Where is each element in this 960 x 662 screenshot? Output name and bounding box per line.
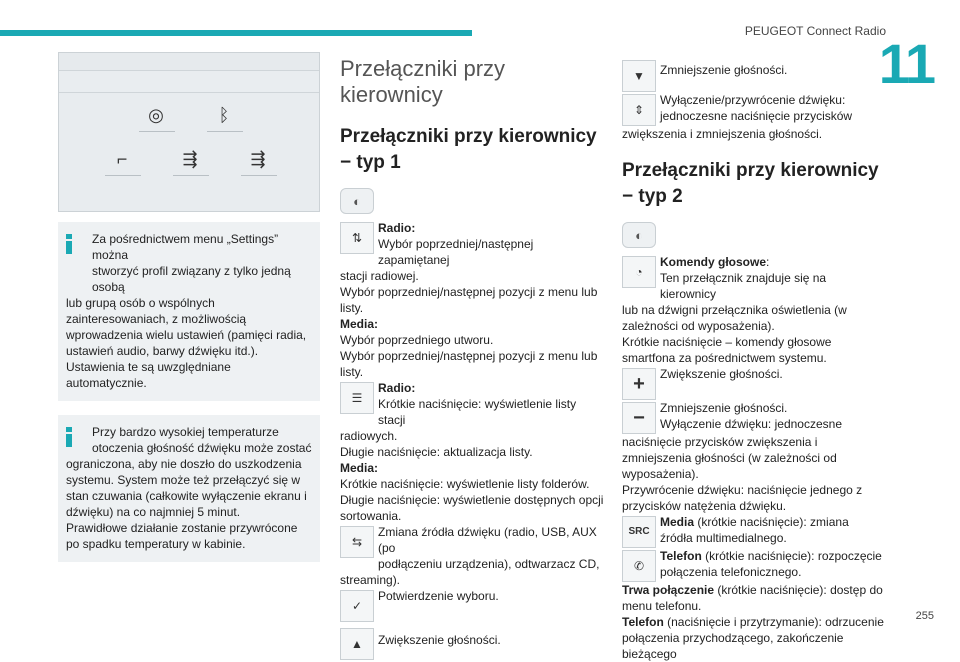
mute-icon: ⇕ <box>622 94 656 126</box>
info-icon <box>66 234 72 254</box>
bluetooth-icon: ᛒ <box>218 105 230 125</box>
volume-down-item: ▼ Zmniejszenie głośności. <box>622 58 884 92</box>
usb-icon: ⇶ <box>250 149 266 169</box>
list-button-icon: ☰ <box>340 382 374 414</box>
info-box-temperature: Przy bardzo wysokiej temperaturze otoczenia głośność dźwięku może zostać ograniczona, aby nie doszło do uszkodzenia systemu. System może też przełączyć się w stan czuwania (całkowite wyłączenie ekranu i dźwięku) na co najmniej 5 minut. Prawidłowe działanie zostanie przywrócone po spadku temperatury w kabinie. <box>58 415 320 562</box>
steering-wheel-icon: ◐ <box>340 188 374 214</box>
column-middle: Przełączniki przy kierownicy Przełączniki przy kierownicy − typ 1 ◐ ⇅ Radio: Wybór poprzedniej/następnej zapamiętanej stacji radiowej. Wybór poprzedniej/następnej pozycji z menu lub listy. Media: Wybór poprzedniego utworu. Wybór poprzedniej/następnej pozycji z menu lub listy. ☰ Radio: Krótkie naciśnięcie: wyświetlenie listy stacji radiowych. Długie naciśnięcie: aktualizacja listy. Media: Krótkie naciśnięcie: wyświetlenie listy folderów. Długie naciśnięcie: wyświetlenie dostępnych opcji sortowania. ⇆ Zmiana źródła dźwięku (radio, USB, AUX (po podłączeniu urządzenia), odtwarzacz CD, streaming). ✓ Potwierdzenie wyboru. ▲ Zwiększenie głośności. <box>340 56 606 660</box>
voice-item: ◔ Komendy głosowe: Ten przełącznik znajduje się na kierownicy <box>622 254 884 302</box>
type1-title: Przełączniki przy kierownicy − typ 1 <box>340 126 597 173</box>
voice-command-icon: ◔ <box>622 256 656 288</box>
radio-item-2: ☰ Radio: Krótkie naciśnięcie: wyświetlenie listy stacji <box>340 380 606 428</box>
type2-title: Przełączniki przy kierownicy − typ 2 <box>622 160 879 207</box>
mute-item: ⇕ Wyłączenie/przywrócenie dźwięku: jednoczesne naciśnięcie przycisków <box>622 92 884 126</box>
minus-item: − Zmniejszenie głośności. Wyłączenie dźwięku: jednoczesne <box>622 400 884 434</box>
header-title: PEUGEOT Connect Radio <box>744 24 886 38</box>
phone-item: ✆ Telefon (krótkie naciśnięcie): rozpoczęcie połączenia telefonicznego. <box>622 548 884 582</box>
column-left <box>58 52 320 562</box>
location-pin-icon: ◎ <box>148 105 164 125</box>
radio-item-1: ⇅ Radio: Wybór poprzedniej/następnej zapamiętanej <box>340 220 606 268</box>
page-number: 255 <box>915 610 934 622</box>
source-item: ⇆ Zmiana źródła dźwięku (radio, USB, AUX (po podłączeniu urządzenia), odtwarzacz CD, <box>340 524 606 572</box>
info-box-profile: Za pośrednictwem menu „Settings” można stworzyć profil związany z tylko jedną osobą lub grupą osób o wspólnych zainteresowaniach, z możliwością wprowadzenia wielu ustawień (pamięci radia, ustawień audio, barwy dźwięku itd.). Ustawienia te są uwzględniane automatycznie. <box>58 222 320 401</box>
scroll-wheel-icon: ⇅ <box>340 222 374 254</box>
section-title: Przełączniki przy kierownicy <box>340 56 506 107</box>
volume-up-item: ▲ Zwiększenie głośności. <box>340 626 606 660</box>
source-button-icon: ⇆ <box>340 526 374 558</box>
plus-icon: + <box>622 368 656 400</box>
column-right: ▼ Zmniejszenie głośności. ⇕ Wyłączenie/przywrócenie dźwięku: jednoczesne naciśnięcie przycisków zwiększenia i zmniejszenia głośności. Przełączniki przy kierownicy − typ 2 ◐ ◔ Komendy głosowe: Ten przełącznik znajduje się na kierownicy lub na dźwigni przełącznika oświetlenia (w zależności od wyposażenia). Krótkie naciśnięcie – komendy głosowe smartfona za pośrednictwem systemu. + Zwiększenie głośności. − Zmniejszenie głośności. Wyłączenie dźwięku: jednoczesne naciśnięcie przycisków zwiększenia i zmniejszenia głośności (w zależności od wyposażenia). Przywrócenie dźwięku: naciśnięcie jednego z przycisków natężenia dźwięku. SRC Media (krótkie naciśnięcie): zmiana źródła multimedialnego. ✆ Telefon (krótkie naciśnięcie): rozpoczęcie połączenia telefonicznego. Trwa połączenie (krótkie naciśnięcie): dostęp do menu telefonu. Telefon (naciśnięcie i przytrzymanie): odrzucenie połączenia przychodzącego, zakończenie bieżącego <box>622 58 884 662</box>
minus-icon: − <box>622 402 656 434</box>
phone-icon: ✆ <box>622 550 656 582</box>
usb-icon: ⇶ <box>182 149 198 169</box>
steering-wheel-icon: ◐ <box>622 222 656 248</box>
device-illustration <box>58 52 320 212</box>
volume-down-icon: ▼ <box>622 60 656 92</box>
confirm-button-icon: ✓ <box>340 590 374 622</box>
confirm-item: ✓ Potwierdzenie wyboru. <box>340 588 606 622</box>
chapter-number: 11 <box>878 32 934 95</box>
top-accent-bar <box>0 30 472 36</box>
aux-jack-icon: ⌐ <box>116 149 128 169</box>
src-item: SRC Media (krótkie naciśnięcie): zmiana źródła multimedialnego. <box>622 514 884 548</box>
volume-up-icon: ▲ <box>340 628 374 660</box>
src-button-icon: SRC <box>622 516 656 548</box>
plus-item: + Zwiększenie głośności. <box>622 366 884 400</box>
info-icon <box>66 427 72 447</box>
